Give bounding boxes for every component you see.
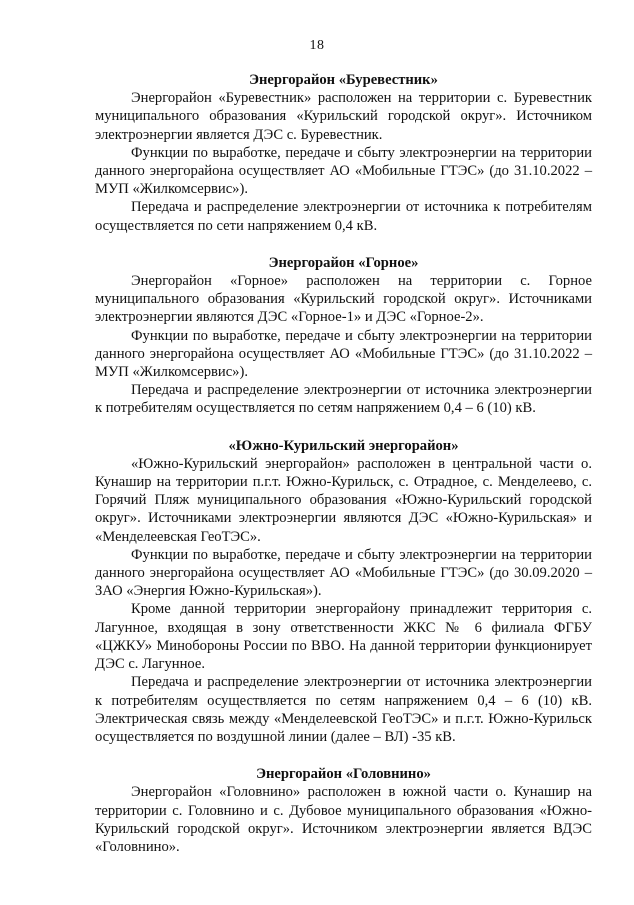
paragraph: Функции по выработке, передаче и сбыту электроэнергии на территории данного энергорайона осуществляет АО «Мобильные ГТЭС» (до 31.10.2022 – МУП «Жилкомсервис»). — [95, 144, 592, 198]
paragraph: Кроме данной территории энергорайону принадлежит территория с. Лагунное, входящая в зону ответственности ЖКС № 6 филиала ФГБУ «ЦЖКУ» Минобороны России по ВВО. На данной территории функционирует ДЭС с. Лагунное. — [95, 601, 592, 673]
document-body — [95, 71, 592, 856]
paragraph: Передача и распределение электроэнергии от источника электроэнергии к потребителям осуществляется по сетям напряжением 0,4 – 6 (10) кВ. Электрическая связь между «Менделеевской ГеоТЭС» и п.г.т. Южно-Курильск осуществляется по воздушной линии (далее – ВЛ) -35 кВ. — [95, 674, 592, 745]
section-burevestnik — [95, 71, 592, 235]
paragraph: Функции по выработке, передаче и сбыту электроэнергии на территории данного энергорайона осуществляет АО «Мобильные ГТЭС» (до 30.09.2020 – ЗАО «Энергия Южно-Курильская»). — [95, 546, 592, 600]
paragraph: Передача и распределение электроэнергии от источника электроэнергии к потребителям осуществляется по сетям напряжением 0,4 – 6 (10) кВ. — [95, 382, 592, 417]
section-heading: Энергорайон «Горное» — [268, 254, 419, 271]
paragraph: «Южно-Курильский энергорайон» расположен в центральной части о. Кунашир на территории п.г.т. Южно-Курильск, с. Отрадное, с. Менделеево, с. Горячий Пляж муниципального образования «Южно-Курильский городской округ». Источниками электроэнергии являются ДЭС «Южно-Курильская» и «Менделеевская ГеоТЭС». — [95, 455, 592, 545]
section-heading: Энергорайон «Головнино» — [256, 766, 431, 783]
section-golovnino — [95, 765, 592, 856]
section-heading: «Южно-Курильский энергорайон» — [228, 437, 459, 454]
page-number: 18 — [309, 38, 325, 53]
section-gornoe — [95, 254, 592, 418]
paragraph: Энергорайон «Головнино» расположен в южной части о. Кунашир на территории с. Головнино и с. Дубовое муниципального образования «Южно-Курильский городской округ». Источником электроэнергии является ВДЭС «Головнино». — [95, 784, 592, 855]
section-heading: Энергорайон «Буревестник» — [249, 72, 438, 88]
paragraph: Энергорайон «Горное» расположен на территории с. Горное муниципального образования «Курильский городской округ». Источниками электроэнергии являются ДЭС «Горное-1» и ДЭС «Горное-2». — [95, 273, 592, 326]
paragraph: Функции по выработке, передаче и сбыту электроэнергии на территории данного энергорайона осуществляет АО «Мобильные ГТЭС» (до 31.10.2022 – МУП «Жилкомсервис»). — [95, 327, 592, 381]
paragraph: Передача и распределение электроэнергии от источника к потребителям осуществляется по сети напряжением 0,4 кВ. — [95, 199, 592, 234]
section-yuzhno-kurilsky — [95, 437, 592, 746]
paragraph: Энергорайон «Буревестник» расположен на территории с. Буревестник муниципального образования «Курильский городской округ». Источником электроэнергии является ДЭС с. Буревестник. — [95, 90, 592, 143]
